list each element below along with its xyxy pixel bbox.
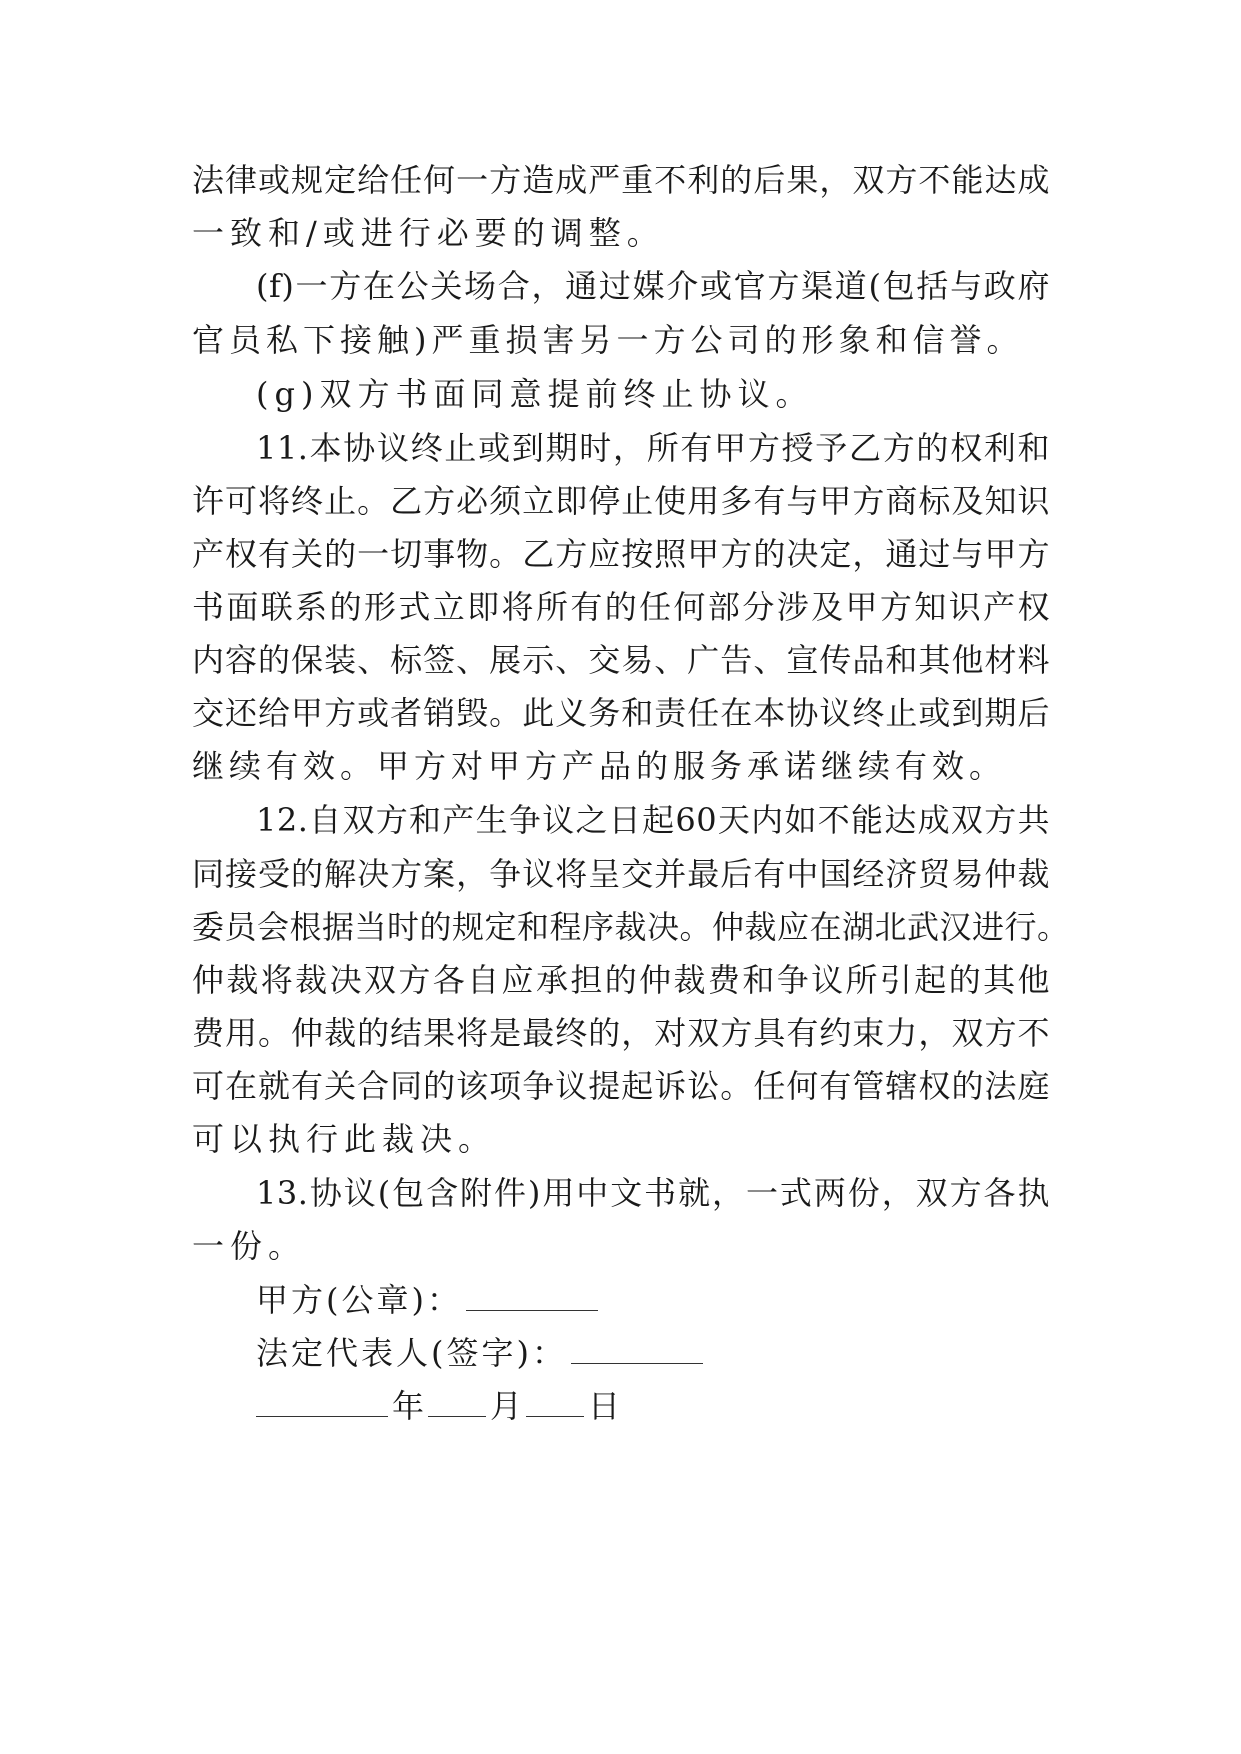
date-row xyxy=(256,1384,620,1428)
text-line: 可在就有关合同的该项争议提起诉讼。任何有管辖权的法庭 xyxy=(192,1067,1050,1105)
legal-rep-signature-blank[interactable] xyxy=(571,1333,703,1364)
party-a-seal-label: 甲方(公章)： xyxy=(256,1281,462,1319)
legal-rep-label: 法定代表人(签字)： xyxy=(256,1334,567,1372)
clause-11-line: 11.本协议终止或到期时，所有甲方授予乙方的权利和 xyxy=(256,429,1050,467)
text-line: 许可将终止。乙方必须立即停止使用多有与甲方商标及知识 xyxy=(192,482,1050,520)
text-line: 一份。 xyxy=(192,1227,307,1265)
text-line: 继续有效。甲方对甲方产品的服务承诺继续有效。 xyxy=(192,747,1007,785)
day-label: 日 xyxy=(588,1387,621,1425)
legal-rep-signature-row xyxy=(256,1331,707,1375)
clause-f-line: (f)一方在公关场合，通过媒介或官方渠道(包括与政府 xyxy=(256,267,1050,305)
text-line: 仲裁将裁决双方各自应承担的仲裁费和争议所引起的其他 xyxy=(192,961,1050,999)
text-line: 法律或规定给任何一方造成严重不利的后果，双方不能达成 xyxy=(192,161,1050,199)
party-a-seal-row xyxy=(256,1278,602,1322)
clause-12-line: 12.自双方和产生争议之日起60天内如不能达成双方共 xyxy=(256,801,1050,839)
text-line: 官员私下接触)严重损害另一方公司的形象和信誉。 xyxy=(192,321,1024,359)
year-label: 年 xyxy=(392,1387,425,1425)
text-line: 费用。仲裁的结果将是最终的，对双方具有约束力，双方不 xyxy=(192,1014,1050,1052)
text-line: 交还给甲方或者销毁。此义务和责任在本协议终止或到期后 xyxy=(192,694,1050,732)
text-line: 委员会根据当时的规定和程序裁决。仲裁应在湖北武汉进行。 xyxy=(192,908,1070,946)
year-blank[interactable] xyxy=(256,1386,388,1417)
day-blank[interactable] xyxy=(526,1386,584,1417)
clause-g-line: (g)双方书面同意提前终止协议。 xyxy=(256,375,814,413)
month-blank[interactable] xyxy=(428,1386,486,1417)
text-line: 书面联系的形式立即将所有的任何部分涉及甲方知识产权 xyxy=(192,588,1050,626)
text-line: 同接受的解决方案，争议将呈交并最后有中国经济贸易仲裁 xyxy=(192,855,1050,893)
party-a-seal-blank[interactable] xyxy=(466,1280,598,1311)
text-line: 一致和/或进行必要的调整。 xyxy=(192,214,665,252)
month-label: 月 xyxy=(490,1387,523,1425)
text-line: 可以执行此裁决。 xyxy=(192,1120,497,1158)
clause-13-line: 13.协议(包含附件)用中文书就，一式两份，双方各执 xyxy=(256,1174,1050,1212)
text-line: 内容的保装、标签、展示、交易、广告、宣传品和其他材料 xyxy=(192,641,1050,679)
text-line: 产权有关的一切事物。乙方应按照甲方的决定，通过与甲方 xyxy=(192,535,1050,573)
